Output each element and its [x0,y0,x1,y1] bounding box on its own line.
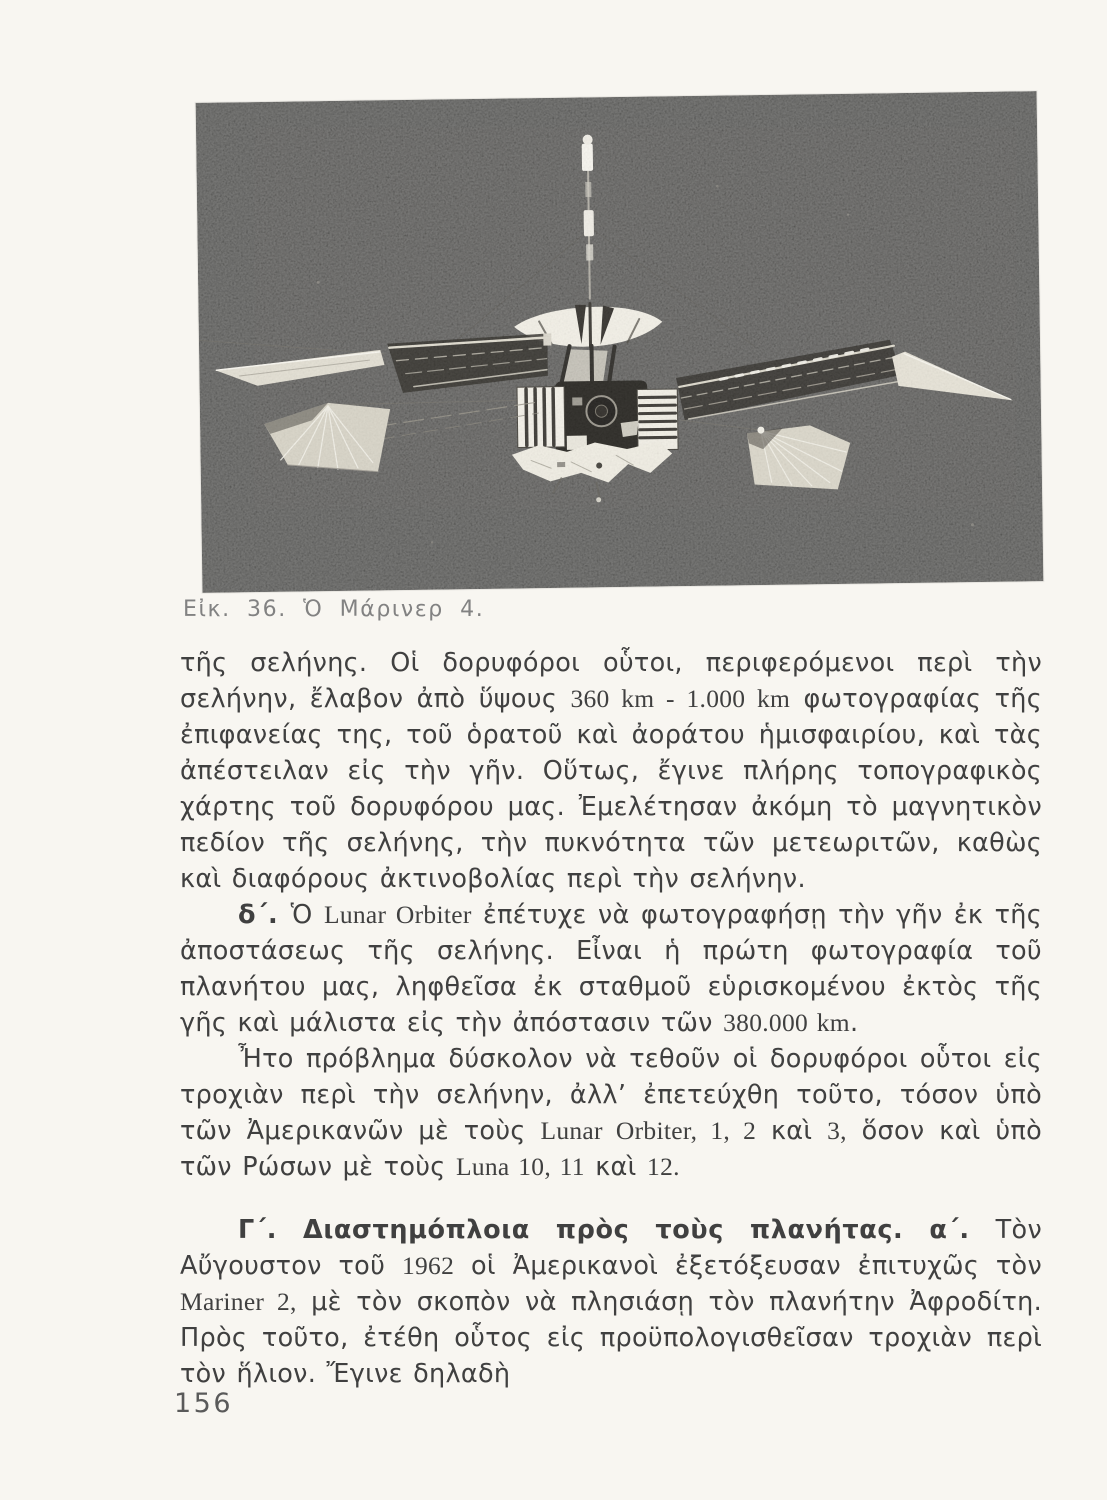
greek-text: καὶ [584,1152,648,1182]
greek-text: . [849,1008,859,1038]
paragraph [180,1212,1042,1392]
photo-grain-overlay [196,91,1044,593]
latin-text: 1962 [401,1251,455,1280]
greek-text: Ὁ [290,900,324,930]
latin-text: 380.000 km [723,1008,850,1037]
figure-photo [196,91,1044,593]
paragraph [180,645,1042,897]
greek-text: τῆς σελήνης. Οἱ δορυφόροι οὗτοι, περιφερόμενοι περὶ τὴν σελήνην, ἔλαβον ἀπὸ ὕψους [180,648,1042,714]
latin-text: Lunar Orbiter, 1, 2 [540,1116,757,1145]
greek-text: ὅσον καὶ ὑπὸ τῶν Ρώσων μὲ τοὺς [180,1116,1043,1182]
greek-text: ἐπέτυχε νὰ φωτογραφήσῃ τὴν γῆν ἐκ τῆς ἀποστάσεως τῆς σελήνης. Εἶναι ἡ πρώτη φωτογραφία τοῦ πλανήτου μας, ληφθεῖσα ἐκ σταθμοῦ εὑρισκομένου ἐκτὸς τῆς γῆς καὶ μάλιστα εἰς τὴν ἀπόστασιν τῶν [180,900,1042,1038]
figure-caption: Εἰκ. 36. Ὁ Μάρινερ 4. [183,597,485,622]
body-text [180,645,1042,1392]
greek-text: μὲ τὸν σκοπὸν νὰ πλησιάσῃ τὸν πλανήτην Ἀφροδίτη. Πρὸς τοῦτο, ἐτέθη οὗτος εἰς προϋπολογισθεῖσαν τροχιὰν περὶ τὸν ἥλιον. Ἔγινε δηλαδὴ [180,1287,1042,1389]
latin-text: Mariner 2, [180,1287,297,1316]
greek-text: Ἦτο πρόβλημα δύσκολον νὰ τεθοῦν οἱ δορυφόροι οὗτοι εἰς τροχιὰν περὶ τὴν σελήνην, ἀλλ’ ἐπετεύχθη τοῦτο, τόσον ὑπὸ τῶν Ἀμερικανῶν μὲ τοὺς [180,1044,1042,1146]
greek-text: φωτογραφίας τῆς ἐπιφανείας της, τοῦ ὁρατοῦ καὶ ἀοράτου ἡμισφαιρίου, καὶ τὰς ἀπέστειλαν εἰς τὴν γῆν. Οὕτως, ἔγινε πλήρης τοπογραφικὸς χάρτης τοῦ δορυφόρου μας. Ἐμελέτησαν ἀκόμη τὸ μαγνητικὸν πεδίον τῆς σελήνης, τὴν πυκνότητα τῶν μετεωριτῶν, καθὼς καὶ διαφόρους ἀκτινοβολίας περὶ τὴν σελήνην. [180,684,1042,894]
latin-text: 12. [647,1152,680,1181]
page-number: 156 [174,1388,234,1419]
mariner4-photo [196,91,1044,593]
greek-text: οἱ Ἀμερικανοὶ ἐξετόξευσαν ἐπιτυχῶς τὸν [454,1251,1043,1281]
greek-text: Τὸν Αὔγουστον τοῦ [180,1215,1042,1281]
greek-text: καὶ [756,1116,828,1146]
section-heading: Γ΄. Διαστημόπλοια πρὸς τοὺς πλανήτας. α΄. [238,1215,996,1245]
latin-text: 3, [827,1116,847,1145]
paragraph [180,1041,1042,1185]
paragraph [180,897,1042,1041]
latin-text: 360 km - 1.000 km [570,684,791,713]
section-heading: δ΄. [238,900,291,930]
latin-text: Luna 10, 11 [455,1152,585,1181]
latin-text: Lunar Orbiter [323,900,472,929]
